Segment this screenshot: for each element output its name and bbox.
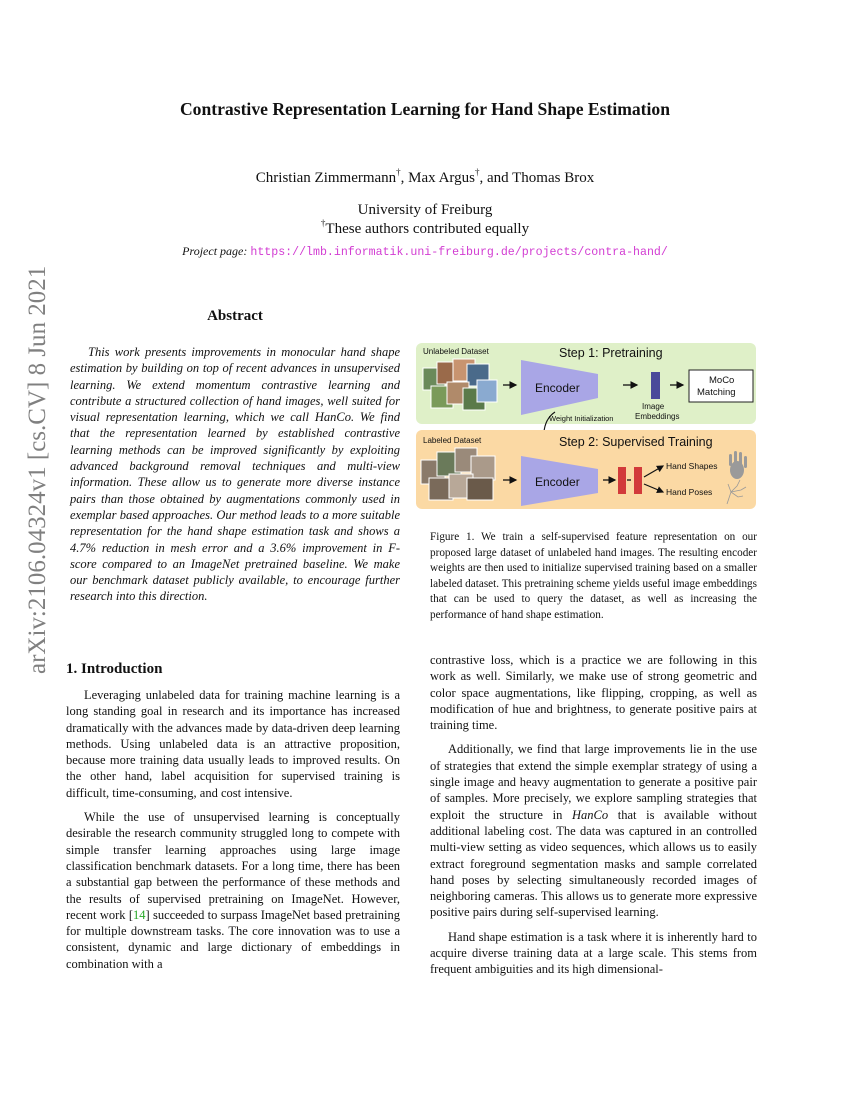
head-layer-1 xyxy=(618,467,626,494)
text-span: ] succeeded to surpass ImageNet based pretraining for multiple downstream tasks. The core innovation was to use a consistent, dynamic and large dictionary of embeddings in combination with a xyxy=(66,907,400,971)
moco-label-1: MoCo xyxy=(709,375,735,386)
abstract-heading: Abstract xyxy=(207,308,263,324)
figure-1-caption: Figure 1. We train a self-supervised feature representation on our proposed large dataset of unlabeled hand images. The resulting encoder weights are then used to initialize supervised training based on a smaller labeled dataset. This pretraining scheme yields useful image embeddings that can be used to query the dataset, as well as increasing the performance of hand shape estimation. xyxy=(430,531,757,621)
hand-shapes-label: Hand Shapes xyxy=(666,461,718,471)
author-1: Christian Zimmermann xyxy=(255,170,397,186)
section-heading-introduction: 1. Introduction xyxy=(66,661,163,677)
intro-paragraph-3: contrastive loss, which is a practice we are following in this work as well. Similarly, we make use of strong geometric and color space augmentations, like flipping, cropping, as well as modification of hue and brightness, to generate positive pairs at training time. xyxy=(430,653,757,733)
citation-link[interactable]: 14 xyxy=(133,907,146,922)
moco-label-2: Matching xyxy=(697,387,736,398)
encoder-label-2: Encoder xyxy=(535,475,580,489)
intro-paragraph-4 xyxy=(430,741,757,920)
intro-left-column xyxy=(66,687,400,980)
unlabeled-dataset-label: Unlabeled Dataset xyxy=(423,347,489,356)
hand-poses-label: Hand Poses xyxy=(666,487,713,497)
intro-paragraph-2 xyxy=(66,809,400,972)
contribution-note-text: These authors contributed equally xyxy=(325,221,530,237)
dagger-mark: † xyxy=(474,167,480,177)
author-2: Max Argus xyxy=(408,170,475,186)
text-span: Additionally, we find that large improvements lie in the use of strategies that extend the simple exemplar strategy of using a single image and heavy augmentation to generate a positive pair of samples. More precisely, we explore sampling strategies that exploit the structure in xyxy=(430,742,757,822)
author-list xyxy=(0,167,850,187)
text-span: While the use of unsupervised learning is conceptually desirable the research community struggled long to compete with simple transfer learning approaches using large image classification benchmark datasets. For a long time, there has been a substantial gap between the performance of these methods and the results of supervised pretraining on ImageNet. However, recent work [ xyxy=(66,810,400,922)
affiliation: University of Freiburg xyxy=(357,202,493,218)
embedding-bar xyxy=(651,372,660,399)
author-3: Thomas Brox xyxy=(512,170,595,186)
labeled-dataset-label: Labeled Dataset xyxy=(423,436,482,445)
figure-1-diagram xyxy=(415,342,757,510)
contribution-note xyxy=(0,218,850,238)
paper-title: Contrastive Representation Learning for Hand Shape Estimation xyxy=(179,99,671,119)
head-layer-2 xyxy=(634,467,642,494)
intro-paragraph-1: Leveraging unlabeled data for training machine learning is a long standing goal in research and its importance has increased dramatically with the advances made by data-driven deep learning methods. Using unlabeled data is an attractive proposition, because more training data usually leads to improved results. On the other hand, label acquisition for supervised training is difficult, time-consuming, and cost intensive. xyxy=(66,688,400,800)
intro-paragraph-5: Hand shape estimation is a task where it is inherently hard to acquire diverse training data at a large scale. This stems from frequent ambiguities and its high dimensional- xyxy=(430,929,757,977)
step2-title: Step 2: Supervised Training xyxy=(559,435,713,449)
project-page-line xyxy=(0,244,850,259)
encoder-label-1: Encoder xyxy=(535,381,580,395)
author-separator: , xyxy=(400,170,409,186)
abstract-text: This work presents improvements in monocular hand shape estimation by building on top of recent advances in unsupervised learning. We extend momentum contrastive learning and contribute a structured collection of hand images, well suited for visual representation learning, which we call HanCo. We find that the representation learned by established contrastive learning methods can be improved significantly by exploiting advanced background removal techniques and multi-view information. These allow us to generate more diverse instance pairs than those obtained by augmentations commonly used in exemplar based approaches. Our method leads to a more suitable representation for the hand shape estimation task and shows a 4.7% reduction in mesh error and a 3.6% improvement in F-score compared to an ImageNet pretrained baseline. We make our benchmark dataset publicly available, to encourage further research into this direction. xyxy=(70,345,400,604)
weight-init-label: Weight Initialization xyxy=(549,414,614,423)
intro-right-column xyxy=(430,652,757,986)
arxiv-stamp: arXiv:2106.04324v1 [cs.CV] 8 Jun 2021 xyxy=(24,265,51,675)
image-embeddings-label-1: Image xyxy=(642,402,665,411)
step1-title: Step 1: Pretraining xyxy=(559,346,663,360)
image-embeddings-label-2: Embeddings xyxy=(635,412,680,421)
dagger-mark: † xyxy=(320,218,326,228)
project-page-link[interactable]: https://lmb.informatik.uni-freiburg.de/projects/contra-hand/ xyxy=(250,246,668,259)
author-separator: , and xyxy=(479,170,513,186)
text-span: that is available without additional labeling cost. The data was captured in an controlled multi-view setting as video sequences, which allows us to easily extract foreground segmentation masks and sample correlated hand poses by selecting simultaneously recorded images of neighboring cameras. This allows us to generate more expressive positive pairs during self-supervised learning. xyxy=(430,807,757,920)
dagger-mark: † xyxy=(396,167,401,177)
hanco-term: HanCo xyxy=(571,807,609,822)
project-page-label: Project page: xyxy=(182,244,248,258)
